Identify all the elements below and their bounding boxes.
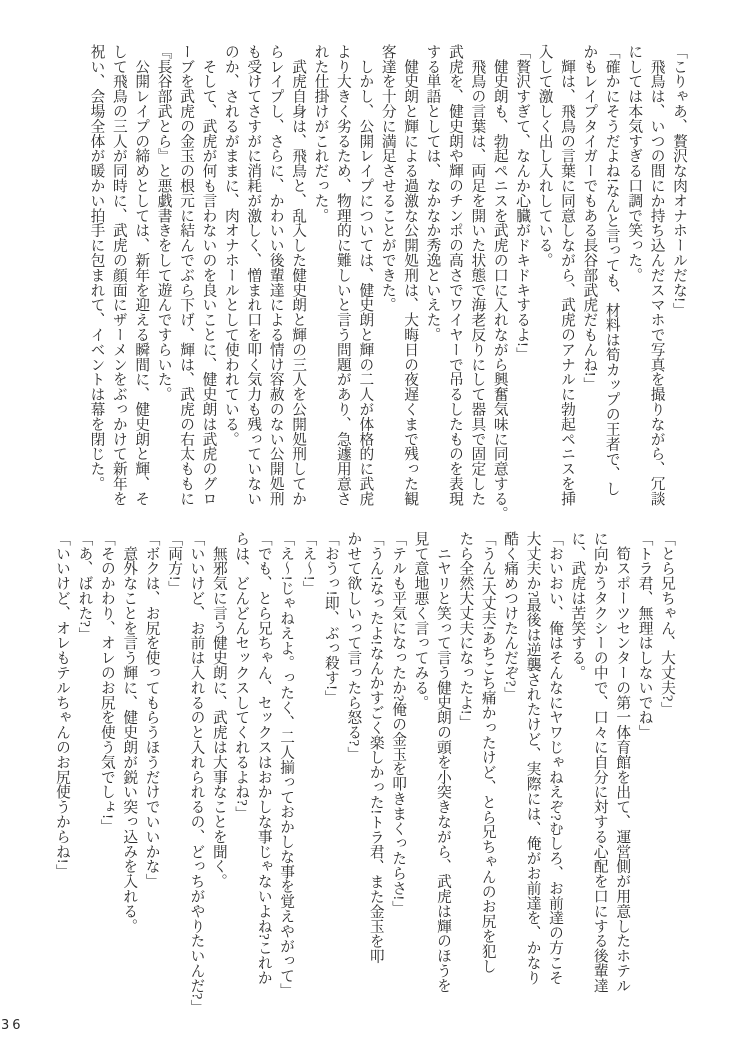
text-column: 「トラ君、無理はしないでね」 (636, 531, 653, 740)
text-column: ーブを武虎の金玉の根元に結んでぶら下げ、輝は、武虎の右太ももに (178, 44, 195, 506)
text-column: 意外なことを言う輝に、健史朗が鋭い突っ込みを入れる。 (121, 531, 138, 934)
text-column: 輝は、飛鳥の言葉に同意しながら、武虎のアナルに勃起ペニスを挿 (558, 44, 575, 506)
text-column: 「おいおい、俺はそんなにヤワじゃねえぞ?むしろ、お前達の方こそ (546, 531, 563, 985)
text-column: かもレイプタイガーでもある長谷部武虎だもんね!」 (581, 44, 598, 392)
text-column: 「テルも平気になったか?俺の金玉を叩きまくったらさ!」 (390, 531, 407, 916)
text-column: 酷く痛めつけたんだぞ?」 (502, 531, 519, 702)
text-column: 武虎を、健史朗や輝のチンポの高さでワイヤーで吊るしたものを表現 (446, 44, 463, 506)
text-column: 「とら兄ちゃん、大丈夫?」 (659, 531, 675, 717)
text-column: 「あ、ばれた?」 (76, 531, 93, 643)
text-column: 飛鳥の言葉は、両足を開いた状態で海老反りにして器具で固定した (469, 44, 486, 506)
text-column: に向かうタクシーの中で、口々に自分に対する心配を口にする後輩達 (591, 531, 608, 993)
story-top-block (85, 44, 690, 530)
text-column: 健史朗と輝による過激な公開処刑は、大晦日の夜遅くまで残った観 (402, 44, 419, 506)
text-column: する単語としては、なかなか秀逸といえた。 (424, 44, 441, 342)
text-column: 「いいけど、お前は入れるのと入れられるの、どっちがやりたいんだ?」 (188, 531, 205, 1015)
text-column: 「え〜!」 (300, 531, 317, 596)
text-column: 入して激しく出し入れしている。 (536, 44, 553, 268)
text-column: も受けてさすがに消耗が激しく、憎まれ口を叩く気力も残っていない (245, 44, 262, 506)
page-number: 36 (1, 1018, 24, 1033)
text-column: 「おうっ!即、ぶっ殺す!」 (322, 531, 339, 706)
text-column: 「うん!大丈夫!あちこち痛かったけど、とら兄ちゃんのお尻を犯し (479, 531, 496, 974)
text-column: 「両方!」 (166, 531, 183, 596)
text-column: 「いいけど、オレもテルちゃんのお尻使うからね!」 (54, 531, 71, 879)
text-column: たら全然大丈夫になったよ!」 (457, 531, 474, 730)
text-column: 客達を十分に満足させることができた。 (379, 44, 396, 313)
text-column: ニヤリと笑って言う健史朗の頭を小突きながら、武虎は輝のほうを (434, 531, 451, 993)
text-column: しかし、公開レイプについては、健史朗と輝の二人が体格的に武虎 (357, 44, 374, 506)
text-column: 健史朗も、勃起ペニスを武虎の口に入れながら興奮気味に同意する。 (491, 44, 508, 521)
text-column: 筍スポーツセンターの第一体育館を出て、運営側が用意したホテル (614, 531, 631, 993)
text-column: 「え〜!じゃねえよ。ったく、二人揃っておかしな事を覚えやがって」 (278, 531, 295, 998)
text-column: 武虎自身は、飛鳥と、乱入した健史朗と輝の三人を公開処刑してか (290, 44, 307, 506)
text-column: 「贅沢すぎて、なんか心臓がドキドキするよ!」 (514, 44, 531, 362)
text-column: 飛鳥は、いつの間にか持ち込んだスマホで写真を撮りながら、冗談 (648, 44, 665, 506)
story-bottom-block (51, 531, 678, 1031)
text-column: より大きく劣るため、物理的に難しいと言う問題があり、急遽用意さ (334, 44, 351, 506)
text-column: 祝い、会場全体が暖かい拍手に包まれて、イベントは幕を閉じた。 (88, 44, 105, 491)
text-column: に、武虎は苦笑する。 (569, 531, 586, 680)
text-column: 「確かにそうだよね!なんと言っても、材料は筍カップの王者で、し (603, 44, 620, 497)
text-column: れた仕掛けがこれだった。 (312, 44, 329, 223)
text-column: 『長谷部武とら』と悪戯書きをして遊んですらいた。 (155, 44, 172, 402)
text-column: にしては本気すぎる口調で笑った。 (626, 44, 643, 283)
text-column: 無邪気に言う健史朗に、武虎は大事なことを聞く。 (210, 531, 227, 889)
text-column: して飛鳥の三人が同時に、武虎の顔面にザーメンをぶっかけて新年を (110, 44, 127, 506)
text-column: かせて欲しいって言ったら怒る?」 (345, 531, 362, 762)
text-column: らは、どんどんセックスしてくれるよね?」 (233, 531, 250, 821)
text-column: のか、されるがままに、肉オナホールとして使われている。 (222, 44, 239, 447)
text-column: らレイプし、さらに、かわいい後輩達による情け容赦のない公開処刑 (267, 44, 284, 506)
text-column: 「でも、とら兄ちゃん、セックスはおかしな事じゃないよね?これか (255, 531, 272, 985)
text-column: 公開レイプの締めとしては、新年を迎える瞬間に、健史朗と輝、そ (133, 44, 150, 506)
text-column: 「こりゃあ、贅沢な肉オナホールだな!」 (671, 44, 687, 318)
text-column: 「うん!なったよ!なんかすごく楽しかった!トラ君、また金玉を叩 (367, 531, 384, 964)
text-column: 大丈夫か?最後は逆襲されたけど、実際には、俺がお前達を、かなり (524, 531, 541, 985)
text-column: 見て意地悪く言ってみる。 (412, 531, 429, 710)
text-column: 「ボクは、お尻を使ってもらうほうだけでいいかな」 (143, 531, 160, 889)
text-column: そして、武虎が何も言わないのを良いことに、健史朗は武虎のグロ (200, 44, 217, 506)
text-column: 「そのかわり、オレのお尻を使う気でしょ!」 (98, 531, 115, 835)
